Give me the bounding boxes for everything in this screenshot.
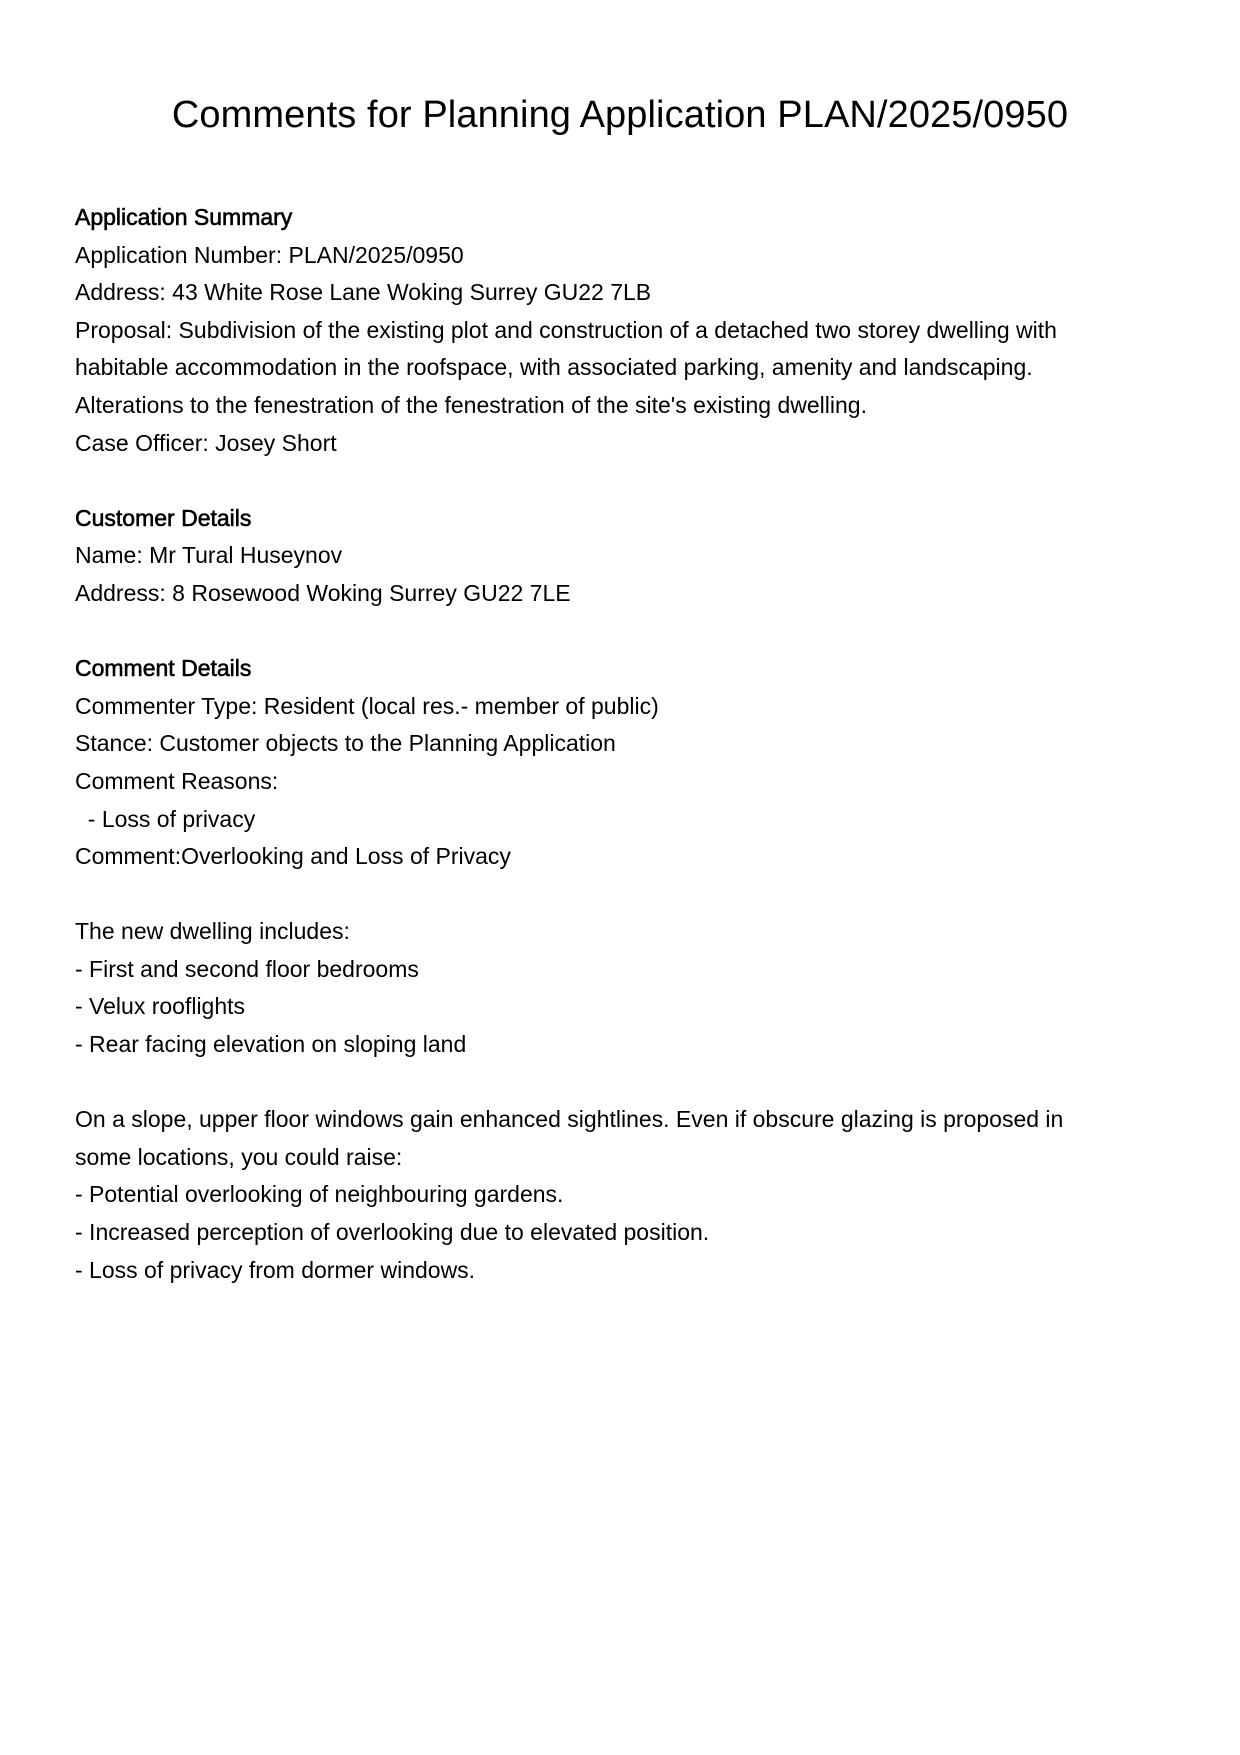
application-summary-heading: Application Summary: [75, 204, 293, 230]
customer-name: Name: Mr Tural Huseynov: [75, 542, 343, 569]
application-summary-section: [75, 199, 1175, 462]
comment-list-item: - Increased perception of overlooking due to elevated position.: [75, 1219, 710, 1246]
comment-text-line: On a slope, upper floor windows gain enhanced sightlines. Even if obscure glazing is proposed in: [75, 1106, 1064, 1133]
paragraph-spacer: [75, 1064, 1175, 1102]
comment-list-item: - Potential overlooking of neighbouring gardens.: [75, 1181, 564, 1208]
comment-text-line: some locations, you could raise:: [75, 1143, 403, 1170]
comment-details-section: [75, 650, 1175, 1289]
comment-list-item: - First and second floor bedrooms: [75, 955, 419, 982]
comment-reason-item: - Loss of privacy: [75, 805, 256, 832]
comment-details-heading: Comment Details: [75, 655, 252, 682]
application-address: Address: 43 White Rose Lane Woking Surrey GU22 7LB: [75, 279, 652, 306]
customer-address: Address: 8 Rosewood Woking Surrey GU22 7LE: [75, 579, 571, 606]
stance: Stance: Customer objects to the Planning Application: [75, 730, 616, 757]
customer-details-heading: Customer Details: [75, 504, 252, 531]
proposal-line: Alterations to the fenestration of the fenestration of the site's existing dwelling.: [75, 391, 867, 418]
comment-list-item: - Rear facing elevation on sloping land: [75, 1031, 467, 1058]
comment-text-line: The new dwelling includes:: [75, 918, 350, 945]
document-body: [75, 199, 1175, 1289]
comment-list-item: - Loss of privacy from dormer windows.: [75, 1256, 476, 1283]
section-spacer: [75, 613, 1175, 651]
case-officer: Case Officer: Josey Short: [75, 429, 337, 456]
section-spacer: [75, 462, 1175, 500]
application-number: Application Number: PLAN/2025/0950: [75, 241, 464, 268]
comment-reasons-label: Comment Reasons:: [75, 767, 279, 794]
proposal-line: habitable accommodation in the roofspace, with associated parking, amenity and landscaping.: [75, 354, 1033, 381]
paragraph-spacer: [75, 876, 1175, 914]
comment-first-line: Comment:Overlooking and Loss of Privacy: [75, 843, 511, 870]
proposal-line: Proposal: Subdivision of the existing plot and construction of a detached two storey dwelling with: [75, 316, 1057, 343]
commenter-type: Commenter Type: Resident (local res.- member of public): [75, 692, 659, 719]
page-title: Comments for Planning Application PLAN/2025/0950: [171, 94, 1069, 136]
comment-list-item: - Velux rooflights: [75, 993, 246, 1020]
customer-details-section: [75, 500, 1175, 613]
